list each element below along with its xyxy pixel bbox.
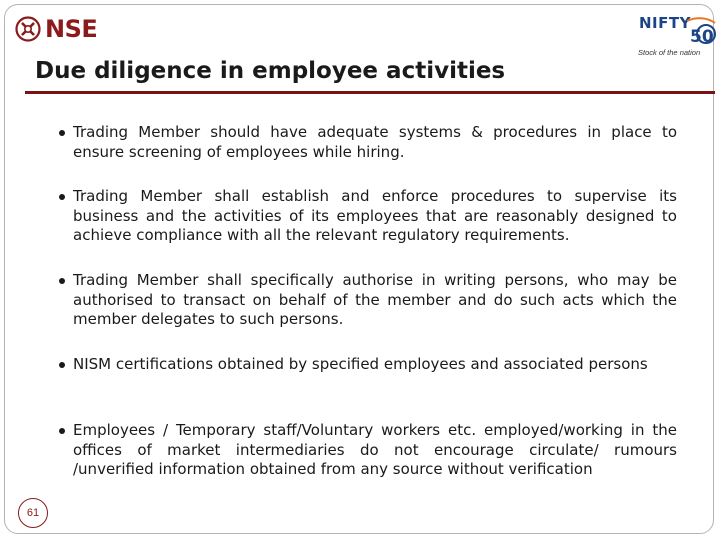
slide-frame xyxy=(4,4,714,534)
nifty-logo xyxy=(635,13,719,61)
nse-logo-text: NSE xyxy=(45,15,98,43)
page-title: Due diligence in employee activities xyxy=(35,58,506,84)
bullet-item-2: Trading Member shall establish and enforce procedures to supervise its business and the activities of its employees that are reasonably designed to achieve compliance with all the relevant regulatory requirements. xyxy=(57,187,677,246)
page-number-badge: 61 xyxy=(18,498,48,528)
bullet-item-4: NISM certifications obtained by specified employees and associated persons xyxy=(57,355,648,375)
nifty-logo-text: NIFTY xyxy=(639,14,691,32)
nse-logo xyxy=(15,15,97,43)
nse-emblem-icon xyxy=(15,16,41,42)
bullet-item-3: Trading Member shall specifically authorise in writing persons, who may be authorised to transact on behalf of the member and do such acts which the member delegates to such persons. xyxy=(57,271,677,330)
bullet-item-5: Employees / Temporary staff/Voluntary workers etc. employed/working in the offices of market intermediaries do not encourage circulate/ rumours /unverified information obtained from any source without verification xyxy=(57,421,677,480)
bullet-item-1: Trading Member should have adequate systems & procedures in place to ensure screening of employees while hiring. xyxy=(57,123,677,162)
nifty-tagline: Stock of the nation xyxy=(638,48,701,57)
nifty-50-emblem-icon xyxy=(683,15,719,47)
nifty-number: 50 xyxy=(690,27,714,47)
title-divider xyxy=(25,91,715,94)
